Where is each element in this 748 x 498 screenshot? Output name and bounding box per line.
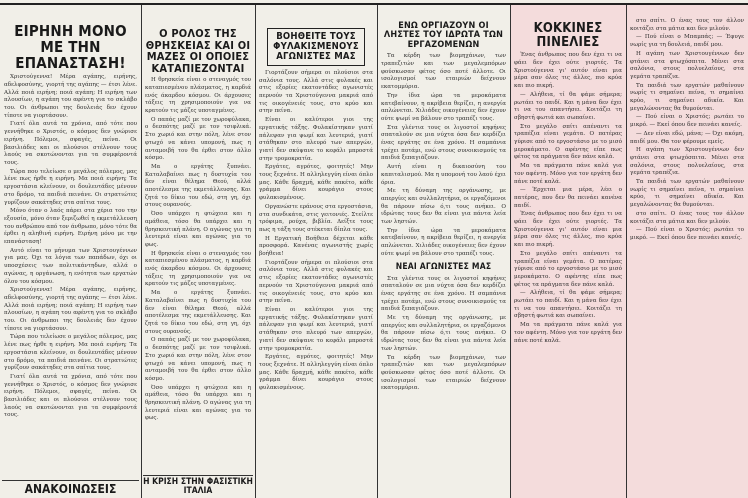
paragraph: Τα παιδιά των εργατών μαθαίνουν νωρίς τι σημαίνει πείνα, τι σημαίνει κρύο, τι σημαίνει αδικία. Και μεγαλώνοντας θα θυμούνται. [630, 82, 744, 112]
article-body [514, 52, 622, 345]
paragraph: Οργανώστε εράνους στα εργοστάσια, στα συνδικάτα, στις γειτονιές. Στείλτε τρόφιμα, ρούχα, βιβλία. Δείξτε τους πως η τάξη τους στέκεται δίπλα τους. [259, 203, 373, 233]
paragraph: Η αγάπη των Χριστουγέννων δεν φτάνει στα φτωχόσπιτα. Μένει στα σαλόνια, στους πολυελαίους, στα γεμάτα τραπέζια. [630, 147, 744, 177]
sub-headline: ΝΕΑΙ ΑΓΩΝΙΣΤΕΣ ΜΑΣ [395, 261, 492, 272]
paragraph: — Αλήθεια, τί θα φάμε σήμερα; ρωτάει το παιδί. Και η μάνα δεν έχει τι να του απαντήσει. Κοιτάζει τη σβηστή φωτιά και σωπαίνει. [514, 290, 622, 320]
paragraph: — Αλήθεια, τί θα φάμε σήμερα; ρωτάει το παιδί. Και η μάνα δεν έχει τι να του απαντήσει. Κοιτάζει τη σβηστή φωτιά και σωπαίνει. [514, 91, 622, 121]
paragraph: Είναι οι καλύτεροι γιοι της εργατικής τάξης. Φυλακίστηκαν γιατί πάλεψαν για ψωμί και λευτεριά, γιατί στάθηκαν στο πλευρό των απεργών, γιατί δεν σκύψανε το κεφάλι μπροστά στην τρομοκρατία. [259, 307, 373, 352]
paragraph: Γιατί όλα αυτά τα χρόνια, από τότε που γεννήθηκε ο Χριστός, ο κόσμος δεν γνώρισε ειρήνη. Πόλεμοι, σφαγές, πείνα. Οι βασιλιάδες και οι πλούσιοι στέλνουν τους λαούς να σκοτώνονται για τα συμφέροντά τους. [4, 373, 137, 419]
column-2 [141, 6, 255, 498]
article-body [259, 70, 373, 393]
paragraph: Μα τα πράγματα πάνε καλά για τον αφέντη. Μόνο για τον εργάτη δεν πάνε ποτέ καλά. [514, 322, 622, 344]
paragraph: Χριστούγεννα! Μέρα αγάπης, ειρήνης, αδελφοσύνης, γιορτή της αγάπης — έτσι λένε. Αλλά ποιά ειρήνη; ποιά αγάπη; Η ειρήνη των πλουσίων, η αγάπη του αφέντη για το σκλάβο του. Οι άνθρωποι της δουλειάς δεν έχουν τίποτε να γιορτάσουν. [4, 287, 137, 332]
paragraph: Γιορτάζουν σήμερα οι πλούσιοι στα σαλόνια τους. Αλλά στις φυλακές και στις εξορίες εκατοντάδες αγωνιστές περνούν τα Χριστούγεννα μακριά από τις οικογένειές τους, στο κρύο και στην πείνα. [259, 69, 373, 115]
paragraph: Τώρα που τελείωσε ο μεγάλος πόλεμος, μας λένε πως ήρθε η ειρήνη. Μα ποιά ειρήνη; Τα εργοστάσια κλείνουν, οι δουλευτάδες μένουν στο δρόμο, τα παιδιά πεινάνε. Οι στρατιώτες γυρίζουν σακάτηδες στα σπίτια τους. [4, 334, 137, 372]
paragraph: — Δεν είναι εδώ, μάνα; — Όχι ακόμη, παιδί μου. Θα τον φέρουμε εμείς. [630, 130, 744, 145]
paragraph: — Πού είναι ο Χριστός; ρωτάει το μικρό. — Εκεί όπου δεν πεινάει κανείς. [630, 227, 744, 241]
column-5 [510, 6, 626, 498]
paragraph: Ο παπάς μαζί με τον χωροφύλακα, ο δεσπότης μαζί με τον τσιφλικά. Στο χωριό και στην πόλη, λένε στον φτωχό να κάνει υπομονή, πως η ανταμοιβή του θα έρθει στον άλλο κόσμο. [145, 116, 251, 162]
paragraph: Όσο υπάρχει η φτώχεια και η αμάθεια, τόσο θα υπάρχει και η θρησκευτική πλάνη. Ο αγώνας για τη λευτεριά είναι και αγώνας για το φως. [145, 384, 251, 422]
paragraph: Μόνο όταν ο λαός πάρει στα χέρια του την εξουσία, μόνο όταν ξεριζωθεί η εκμετάλλευση του ανθρώπου από τον άνθρωπο, μόνο τότε θα έρθει η αληθινή ειρήνη. Ειρήνη μόνο με την επανάσταση! [4, 208, 137, 246]
paragraph: Είναι οι καλύτεροι γιοι της εργατικής τάξης. Φυλακίστηκαν γιατί πάλεψαν για ψωμί και λευτεριά, γιατί στάθηκαν στο πλευρό των απεργών, γιατί δεν σκύψανε το κεφάλι μπροστά στην τρομοκρατία. [259, 117, 373, 162]
paragraph: Η θρησκεία είναι ο στεναγμός του καταπιεσμένου πλάσματος, η καρδιά ενός άκαρδου κόσμου. Οι άρχουσες τάξεις τη χρησιμοποιούν για να κρατούν τις μάζες υποταγμένες. [145, 250, 251, 288]
paragraph: Η Εργατική Βοήθεια δέχεται κάθε προσφορά. Κανένας αγωνιστής χωρίς βοήθεια! [259, 235, 373, 258]
article-body [381, 53, 506, 258]
paragraph: — Πού είναι ο Μπαμπάς; — Έφυγε νωρίς για τη δουλειά, παιδί μου. [630, 34, 744, 49]
paragraph: Με τη δύναμη της οργάνωσης, με απεργίες και συλλαλητήρια, οι εργαζόμενοι θα πάρουν πίσω ό,τι τους ανήκει. Ο ιδρώτας τους δεν θα είναι για πάντα λεία των ληστών. [381, 315, 507, 352]
paragraph: Τα παιδιά των εργατών μαθαίνουν νωρίς τι σημαίνει πείνα, τι σημαίνει κρύο, τι σημαίνει αδικία. Και μεγαλώνοντας θα θυμούνται. [630, 179, 744, 209]
paragraph: Γιατί όλα αυτά τα χρόνια, από τότε που γεννήθηκε ο Χριστός, ο κόσμος δεν γνώρισε ειρήνη. Πόλεμοι, σφαγές, πείνα. Οι βασιλιάδες και οι πλούσιοι στέλνουν τους λαούς να σκοτώνονται για τα συμφέροντά τους. [4, 121, 137, 166]
article-body [630, 18, 744, 243]
paragraph: Τα κέρδη των βιομηχάνων, των τραπεζιτών και των μεγαλεμπόρων φούσκωσαν φέτος όσο ποτέ άλλοτε. Οι ισολογισμοί των εταιριών δείχνουν εκατομμύρια. [381, 53, 506, 91]
paragraph: Με τη δύναμη της οργάνωσης, με απεργίες και συλλαλητήρια, οι εργαζόμενοι θα πάρουν πίσω ό,τι τους ανήκει. Ο ιδρώτας τους δεν θα είναι για πάντα λεία των ληστών. [381, 188, 507, 226]
paragraph: Μα ο εργάτης ξυπνάει. Καταλαβαίνει πως η δυστυχία του δεν είναι θέλημα Θεού, αλλά αποτέλεσμα της εκμετάλλευσης. Και ζητά το δίκιο του εδώ, στη γη, όχι στους ουρανούς. [145, 163, 251, 209]
paragraph: Στο μεγάλο σπίτι απέναντι τα τραπέζια είναι γεμάτα. Ο πατέρας γύρισε από το εργοστάσιο με το μισό μεροκάματο. Ο αφέντης είπε πως φέτος τα πράγματα δεν πάνε καλά. [514, 123, 622, 161]
paragraph: Η θρησκεία είναι ο στεναγμός του καταπιεσμένου πλάσματος, η καρδιά ενός άκαρδου κόσμου. Οι άρχουσες τάξεις τη χρησιμοποιούν για να κρατούν τις μάζες υποταγμένες. [145, 77, 251, 114]
paragraph: Στα γλέντια τους οι λιγοστοί κηφήνες σπαταλούν σε μια νύχτα όσα δεν κερδίζει ένας εργάτης σε ένα χρόνο. Η σαμπάνια τρέχει ποτάμι, ενώ στους συνοικισμούς τα παιδιά ξεπαγιάζουν. [381, 275, 506, 313]
paragraph: Την ίδια ώρα τα μεροκάματα κατεβαίνουν, η ακρίβεια θερίζει, η ανεργία απλώνεται. Χιλιάδες οικογένειες δεν έχουν ούτε ψωμί να βάλουν στο τραπέζι τους. [381, 92, 506, 122]
headline: ΕΝΩ ΟΡΓΙΑΖΟΥΝ ΟΙ ΛΗΣΤΕΣ ΤΟΥ ΙΔΡΩΤΑ ΤΩΝ ΕΡΓΑΖΟΜΕΝΩΝ [383, 21, 504, 50]
headline: Ο ΡΟΛΟΣ ΤΗΣ ΘΡΗΣΚΕΙΑΣ ΚΑΙ ΟΙ ΜΑΖΕΣ ΟΙ ΟΠΟΙΕΣ ΚΑΤΑΠΙΕΖΟΝΤΑΙ [145, 27, 251, 75]
paragraph: Τα κέρδη των βιομηχάνων, των τραπεζιτών και των μεγαλεμπόρων φούσκωσαν φέτος όσο ποτέ άλλοτε. Οι ισολογισμοί των εταιριών δείχνουν εκατομμύρια. [381, 354, 506, 392]
column-4 [377, 6, 510, 498]
paragraph: Ένας άνθρωπος που δεν έχει τι να φάει δεν έχει ούτε γιορτές. Τα Χριστούγεννα γι' αυτόν είναι μια μέρα σαν όλες τις άλλες, πιο κρύα και πιο πικρή. [514, 52, 622, 90]
article-body [381, 276, 506, 394]
paragraph: Ένας άνθρωπος που δεν έχει τι να φάει δεν έχει ούτε γιορτές. Τα Χριστούγεννα γι' αυτόν είναι μια μέρα σαν όλες τις άλλες, πιο κρύα και πιο πικρή. [514, 211, 622, 249]
column-1 [0, 6, 141, 498]
headline: ΒΟΗΘΕΙΤΕ ΤΟΥΣ ΦΥΛΑΚΙΣΜΕΝΟΥΣ ΑΓΩΝΙΣΤΕΣ ΜΑΣ [267, 28, 365, 66]
bottom-headline: ΑΝΑΚΟΙΝΩΣΕΙΣ [2, 480, 139, 496]
paragraph: στο σπίτι. Ο ένας τους τον άλλον κοιτάζει στα μάτια και δεν μιλούν. [630, 18, 744, 32]
paragraph: Ο παπάς μαζί με τον χωροφύλακα, ο δεσπότης μαζί με τον τσιφλικά. Στο χωριό και στην πόλη, λένε στον φτωχό να κάνει υπομονή, πως η ανταμοιβή του θα έρθει στον άλλο κόσμο. [145, 337, 251, 382]
column-3 [255, 6, 377, 498]
paragraph: Όσο υπάρχει η φτώχεια και η αμάθεια, τόσο θα υπάρχει και η θρησκευτική πλάνη. Ο αγώνας για τη λευτεριά είναι και αγώνας για το φως. [145, 211, 251, 248]
article-body [145, 77, 251, 423]
paragraph: Την ίδια ώρα τα μεροκάματα κατεβαίνουν, η ακρίβεια θερίζει, η ανεργία απλώνεται. Χιλιάδες οικογένειες δεν έχουν ούτε ψωμί να βάλουν στο τραπέζι τους. [381, 227, 506, 257]
column-6 [626, 6, 748, 498]
top-rule [0, 3, 748, 5]
headline: ΚΟΚΚΙΝΕΣ ΠΙΝΕΛΙΕΣ [533, 21, 603, 50]
paragraph: Η αγάπη των Χριστουγέννων δεν φτάνει στα φτωχόσπιτα. Μένει στα σαλόνια, στους πολυελαίους, στα γεμάτα τραπέζια. [630, 50, 744, 80]
paragraph: Μα ο εργάτης ξυπνάει. Καταλαβαίνει πως η δυστυχία του δεν είναι θέλημα Θεού, αλλά αποτέλεσμα της εκμετάλλευσης. Και ζητά το δίκιο του εδώ, στη γη, όχι στους ουρανούς. [145, 290, 251, 335]
paragraph: στο σπίτι. Ο ένας τους τον άλλον κοιτάζει στα μάτια και δεν μιλούν. [630, 210, 744, 225]
paragraph: Στο μεγάλο σπίτι απέναντι τα τραπέζια είναι γεμάτα. Ο πατέρας γύρισε από το εργοστάσιο με το μισό μεροκάματο. Ο αφέντης είπε πως φέτος τα πράγματα δεν πάνε καλά. [514, 250, 622, 288]
bottom-headline: Η ΚΡΙΣΗ ΣΤΗΝ ΦΑΣΙΣΤΙΚΗ ΙΤΑΛΙΑ [143, 477, 253, 497]
paragraph: Στα γλέντια τους οι λιγοστοί κηφήνες σπαταλούν σε μια νύχτα όσα δεν κερδίζει ένας εργάτης σε ένα χρόνο. Η σαμπάνια τρέχει ποτάμι, ενώ στους συνοικισμούς τα παιδιά ξεπαγιάζουν. [381, 124, 506, 162]
paragraph: Χριστούγεννα! Μέρα αγάπης, ειρήνης, αδελφοσύνης, γιορτή της αγάπης — έτσι λένε. Αλλά ποιά ειρήνη; ποιά αγάπη; Η ειρήνη των πλουσίων, η αγάπη του αφέντη για το σκλάβο του. Οι άνθρωποι της δουλειάς δεν έχουν τίποτε να γιορτάσουν. [4, 74, 137, 119]
paragraph: Εργάτες, αγρότες, φοιτητές! Μην τους ξεχνάτε. Η αλληλεγγύη είναι όπλο μας. Κάθε δραχμή, κάθε πακέτο, κάθε γράμμα δίνει κουράγιο στους φυλακισμένους. [259, 354, 373, 392]
paragraph: Αυτό είναι το μήνυμα των Χριστουγέννων για μας. Όχι τα λόγια των παπάδων, όχι οι υποσχέσεις των πολιτικάντηδων, αλλά ο αγώνας, η οργάνωση, η ενότητα των εργατών όλου του κόσμου. [4, 247, 137, 285]
paragraph: Γιορτάζουν σήμερα οι πλούσιοι στα σαλόνια τους. Αλλά στις φυλακές και στις εξορίες εκατοντάδες αγωνιστές περνούν τα Χριστούγεννα μακριά από τις οικογένειές τους, στο κρύο και στην πείνα. [259, 259, 373, 305]
paragraph: — Έρχεται μια μέρα, λέει ο πατέρας, που δεν θα πεινάει κανένα παιδί. [514, 187, 622, 209]
paragraph: Αυτή είναι η δικαιοσύνη του καπιταλισμού. Μα η υπομονή του λαού έχει όρια. [381, 164, 506, 186]
paragraph: Τώρα που τελείωσε ο μεγάλος πόλεμος, μας λένε πως ήρθε η ειρήνη. Μα ποιά ειρήνη; Τα εργοστάσια κλείνουν, οι δουλευτάδες μένουν στο δρόμο, τα παιδιά πεινάνε. Οι στρατιώτες γυρίζουν σακάτηδες στα σπίτια τους. [4, 168, 137, 206]
headline: ΕΙΡΗΝΗ ΜΟΝΟ ΜΕ ΤΗΝ ΕΠΑΝΑΣΤΑΣΗ! [14, 22, 127, 72]
paragraph: Εργάτες, αγρότες, φοιτητές! Μην τους ξεχνάτε. Η αλληλεγγύη είναι όπλο μας. Κάθε δραχμή, κάθε πακέτο, κάθε γράμμα δίνει κουράγιο στους φυλακισμένους. [259, 164, 373, 202]
article-body [4, 74, 137, 420]
paragraph: — Πού είναι ο Χριστός; ρωτάει το μικρό. — Εκεί όπου δεν πεινάει κανείς. [630, 114, 744, 129]
paragraph: Μα τα πράγματα πάνε καλά για τον αφέντη. Μόνο για τον εργάτη δεν πάνε ποτέ καλά. [514, 163, 622, 185]
